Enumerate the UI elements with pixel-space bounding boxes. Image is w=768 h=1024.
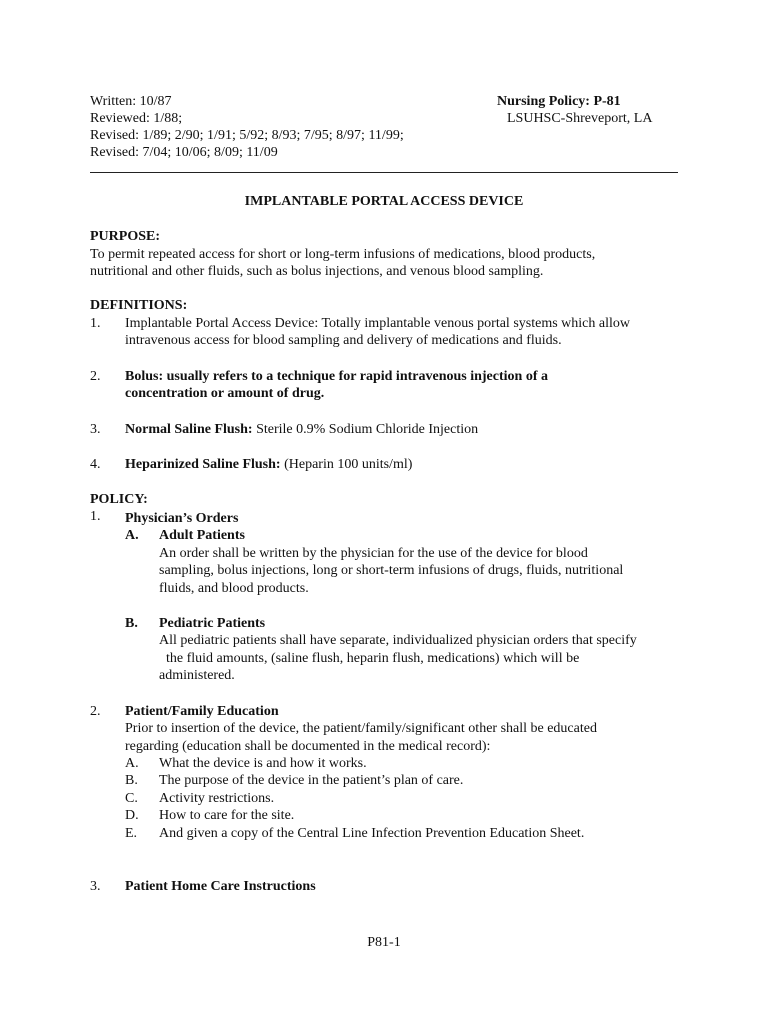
list-letter: A. xyxy=(125,756,139,771)
subsection-title: Pediatric Patients xyxy=(159,616,266,631)
subsection-letter: B. xyxy=(125,616,138,631)
definition-row xyxy=(125,421,478,438)
policy-heading: POLICY: xyxy=(90,492,148,507)
list-item: Activity restrictions. xyxy=(159,791,275,806)
definition-number: 2. xyxy=(90,369,101,384)
subsection-text: the fluid amounts, (saline flush, heparin flush, medications) which will be xyxy=(159,651,580,666)
subsection-title: Adult Patients xyxy=(159,528,245,543)
policy-item-number: 2. xyxy=(90,704,101,719)
policy-item-title: Patient Home Care Instructions xyxy=(125,879,316,894)
list-letter: E. xyxy=(125,826,138,841)
document-title: IMPLANTABLE PORTAL ACCESS DEVICE xyxy=(244,194,524,209)
subsection-text: fluids, and blood products. xyxy=(159,581,309,596)
revised-dates-1: Revised: 1/89; 2/90; 1/91; 5/92; 8/93; 7/95; 8/97; 11/99; xyxy=(90,128,404,143)
subsection-text: An order shall be written by the physician for the use of the device for blood xyxy=(159,546,588,561)
definition-text: Bolus: usually refers to a technique for rapid intravenous injection of a xyxy=(125,369,548,384)
definition-row xyxy=(125,456,412,473)
policy-item-text: Prior to insertion of the device, the patient/family/significant other shall be educated xyxy=(125,721,597,736)
definition-term: Normal Saline Flush: xyxy=(125,422,253,437)
policy-item-number: 3. xyxy=(90,879,101,894)
definition-text: intravenous access for blood sampling and delivery of medications and fluids. xyxy=(125,333,562,348)
list-letter: B. xyxy=(125,773,138,788)
written-date: Written: 10/87 xyxy=(90,94,172,109)
list-letter: C. xyxy=(125,791,138,806)
reviewed-date: Reviewed: 1/88; xyxy=(90,111,183,126)
definition-desc: Sterile 0.9% Sodium Chloride Injection xyxy=(252,422,479,437)
subsection-text: sampling, bolus injections, long or short-term infusions of drugs, fluids, nutritional xyxy=(159,563,624,578)
list-item: How to care for the site. xyxy=(159,808,295,823)
definition-text: concentration or amount of drug. xyxy=(125,386,325,401)
institution: LSUHSC-Shreveport, LA xyxy=(507,111,653,126)
purpose-text-1: To permit repeated access for short or long-term infusions of medications, blood products, xyxy=(90,247,596,262)
definition-text: Implantable Portal Access Device: Totally implantable venous portal systems which allow xyxy=(125,316,630,331)
definition-number: 4. xyxy=(90,457,101,472)
policy-item-title: Physician’s Orders xyxy=(125,511,239,526)
purpose-text-2: nutritional and other fluids, such as bolus injections, and venous blood sampling. xyxy=(90,264,544,279)
list-item: The purpose of the device in the patient’s plan of care. xyxy=(159,773,464,788)
policy-item-text: regarding (education shall be documented in the medical record): xyxy=(125,739,491,754)
list-item: What the device is and how it works. xyxy=(159,756,367,771)
definition-number: 3. xyxy=(90,422,101,437)
policy-item-title: Patient/Family Education xyxy=(125,704,279,719)
policy-item-number: 1. xyxy=(90,509,101,524)
header-divider xyxy=(90,172,678,173)
definition-term: Heparinized Saline Flush: xyxy=(125,457,281,472)
list-letter: D. xyxy=(125,808,139,823)
subsection-letter: A. xyxy=(125,528,139,543)
definitions-heading: DEFINITIONS: xyxy=(90,298,188,313)
subsection-text: All pediatric patients shall have separate, individualized physician orders that specify xyxy=(159,633,637,648)
purpose-heading: PURPOSE: xyxy=(90,229,160,244)
definition-number: 1. xyxy=(90,316,101,331)
policy-number: Nursing Policy: P-81 xyxy=(497,94,621,109)
subsection-text: administered. xyxy=(159,668,235,683)
definition-desc: (Heparin 100 units/ml) xyxy=(280,457,413,472)
page-number: P81-1 xyxy=(367,935,401,950)
revised-dates-2: Revised: 7/04; 10/06; 8/09; 11/09 xyxy=(90,145,278,160)
list-item: And given a copy of the Central Line Infection Prevention Education Sheet. xyxy=(159,826,585,841)
